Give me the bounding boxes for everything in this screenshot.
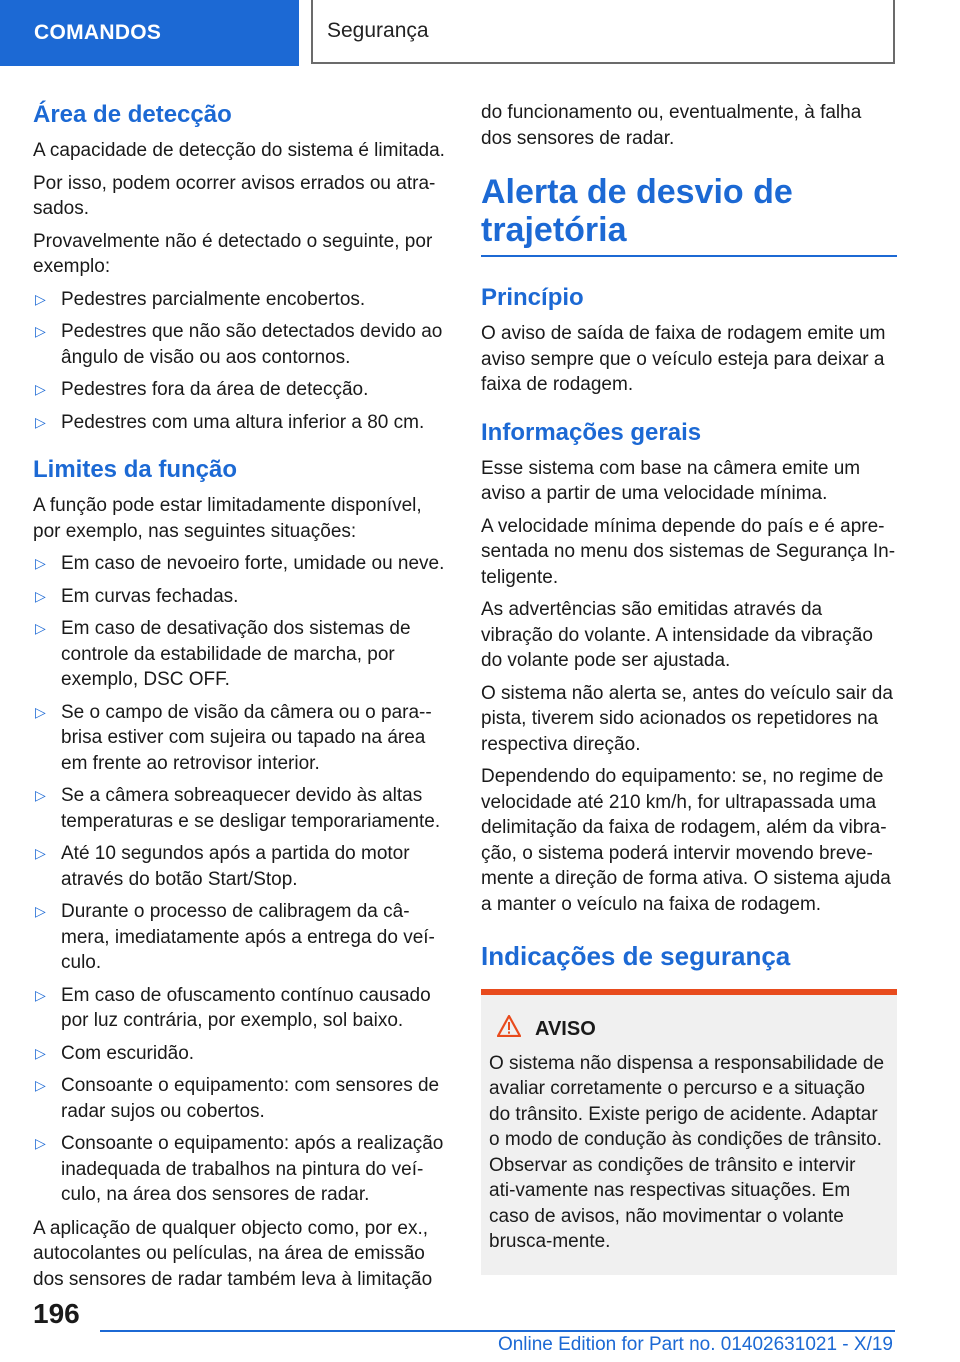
triangle-bullet-icon: ▷ [35,555,46,571]
bullet-list-detection [33,287,453,436]
footer-edition: Online Edition for Part no. 01402631021 - X/19 [497,1334,893,1355]
list-item: ▷ Se a câmera sobreaquecer devido às altas temperaturas e se desligar temporariamente. [35,785,441,832]
left-column [33,100,453,1299]
list-item: ▷ Pedestres parcialmente encobertos. [33,287,453,313]
paragraph: Por isso, podem ocorrer avisos errados ou atra-sados. [33,172,436,219]
list-item: ▷ Consoante o equipamento: após a realização inadequada de trabalhos na pintura do veí-culo, na área dos sensores de radar. [35,1133,444,1205]
warning-box [481,989,897,1275]
triangle-bullet-icon: ▷ [35,1044,46,1061]
warning-text: O sistema não dispensa a responsabilidade de avaliar corretamente o percurso e a situação do trânsito. Existe perigo de acidente. Adaptar o modo de condução às condições de trânsito. Observar as condições de trânsito e intervir ati-vamente nas respectivas situações. Em caso de avisos, não movimentar o volante brusca-mente. [489,1052,885,1252]
list-item: ▷ Em caso de ofuscamento contínuo causado por luz contrária, por exemplo, sol baixo. [35,984,431,1031]
triangle-bullet-icon: ▷ [35,986,46,1003]
right-column [481,100,897,1275]
triangle-bullet-icon: ▷ [35,381,46,397]
triangle-bullet-icon: ▷ [35,1077,46,1093]
paragraph: do funcionamento ou, eventualmente, à falha dos sensores de radar. [481,102,862,149]
paragraph: Dependendo do equipamento: se, no regime de velocidade até 210 km/h, for ultrapassada uma delimitação da faixa de rodagem, além da vibra-ção, o sistema poderá intervir movendo breve-mente a direção de forma ativa. O sistema ajuda a manter o veículo na faixa de rodagem. [481,766,891,915]
paragraph: A aplicação de qualquer objecto como, por ex., autocolantes ou películas, na área de emissão dos sensores de radar também leva à limitação [33,1217,433,1290]
paragraph: Provavelmente não é detectado o seguinte, por exemplo: [33,230,433,277]
paragraph: A velocidade mínima depende do país e é apre-sentada no menu dos sistemas de Segurança In-teligente. [481,515,896,588]
list-item: ▷ Se o campo de visão da câmera ou o para--brisa estiver com sujeira ou tapado na área em frente ao retrovisor interior. [35,701,432,774]
list-item: ▷ Pedestres fora da área de detecção. [33,377,453,403]
triangle-bullet-icon: ▷ [35,1135,46,1151]
list-item: ▷ Consoante o equipamento: com sensores de radar sujos ou cobertos. [35,1075,440,1122]
bullet-list-limits [33,551,453,1208]
list-item: ▷ Até 10 segundos após a partida do motor através do botão Start/Stop. [35,843,410,890]
chapter-title: Alerta de desvio de trajetória [481,173,897,257]
list-item: ▷ Em curvas fechadas. [33,584,453,610]
paragraph: As advertências são emitidas através da vibração do volante. A intensidade da vibração do volante pode ser ajustada. [481,599,873,671]
paragraph: A capacidade de detecção do sistema é limitada. [33,140,445,161]
triangle-bullet-icon: ▷ [35,413,46,430]
list-item: ▷ Pedestres com uma altura inferior a 80 cm. [33,410,453,436]
heading-indicacoes-seguranca: Indicações de segurança [481,941,791,971]
paragraph: A função pode estar limitadamente disponível, por exemplo, nas seguintes situações: [33,495,422,542]
list-item: ▷ Em caso de desativação dos sistemas de controle da estabilidade de marcha, por exemplo, DSC OFF. [35,618,411,690]
page-number: 196 [33,1298,80,1329]
heading-limites-funcao: Limites da função [33,456,238,483]
warning-title: AVISO [535,1018,596,1040]
list-item: ▷ Com escuridão. [33,1041,453,1067]
list-item: ▷ Pedestres que não são detectados devido ao ângulo de visão ou aos contornos. [35,321,443,368]
paragraph: O aviso de saída de faixa de rodagem emite um aviso sempre que o veículo esteja para deixar a faixa de rodagem. [481,323,886,395]
triangle-bullet-icon: ▷ [35,323,46,339]
triangle-bullet-icon: ▷ [35,620,46,636]
heading-area-deteccao: Área de detecção [33,101,232,128]
triangle-bullet-icon: ▷ [35,787,46,803]
section-tab[interactable]: Segurança [311,0,895,64]
list-item: ▷ Durante o processo de calibragem da câ-mera, imediatamente após a entrega do veí-culo. [35,901,435,973]
warning-header [485,1015,885,1045]
triangle-bullet-icon: ▷ [35,703,46,720]
heading-informacoes-gerais: Informações gerais [481,418,702,446]
footer-divider [100,1330,895,1332]
triangle-bullet-icon: ▷ [35,587,46,604]
chapter-tab[interactable]: COMANDOS [0,0,299,66]
list-item: ▷ Em caso de nevoeiro forte, umidade ou neve. [33,551,453,577]
page-header [0,0,960,66]
triangle-bullet-icon: ▷ [35,290,46,307]
triangle-bullet-icon: ▷ [35,845,46,861]
paragraph: Esse sistema com base na câmera emite um aviso a partir de uma velocidade mínima. [481,457,861,504]
warning-triangle-icon [497,1015,521,1045]
paragraph: O sistema não alerta se, antes do veículo sair da pista, tiverem sido acionados os repetidores na respectiva direção. [481,682,893,755]
heading-principio: Princípio [481,284,584,311]
triangle-bullet-icon: ▷ [35,903,46,919]
